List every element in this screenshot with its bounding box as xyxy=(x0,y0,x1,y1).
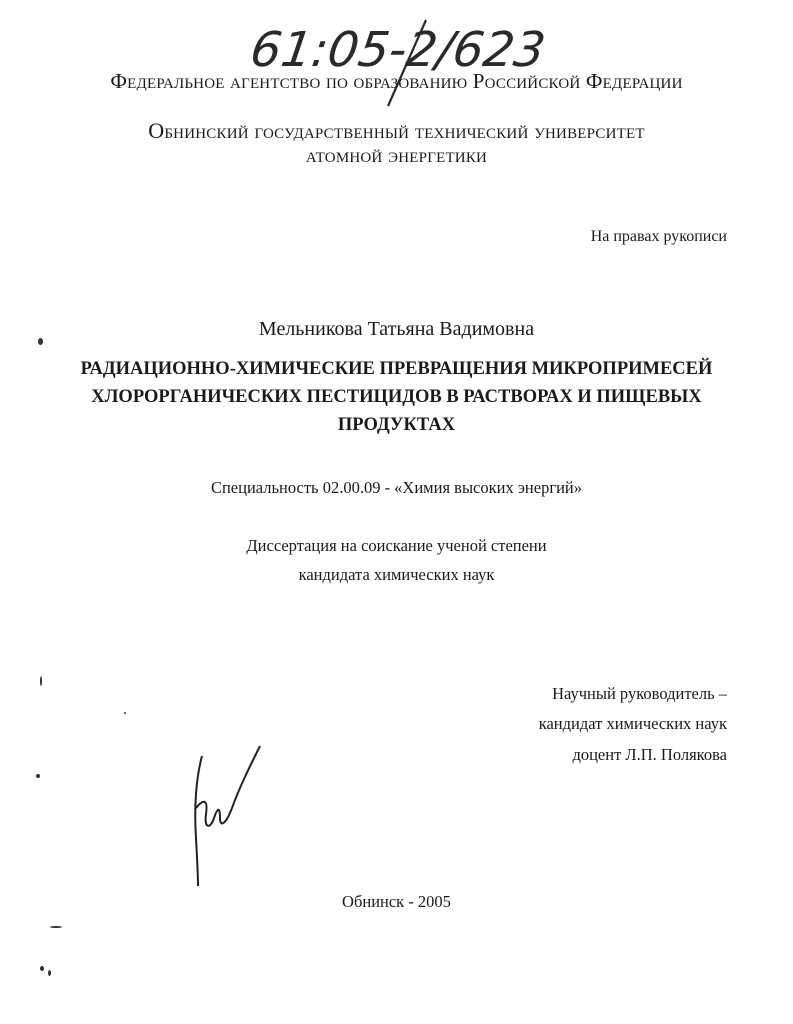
archive-number-text: 61:05-2/623 xyxy=(247,22,549,78)
degree-line2: кандидата химических наук xyxy=(298,565,495,584)
degree-line1: Диссертация на соискание ученой степени xyxy=(246,536,547,555)
scan-speck xyxy=(38,338,43,345)
author-name: Мельникова Татьяна Вадимовна xyxy=(258,318,535,340)
dissertation-title-line: РАДИАЦИОННО-ХИМИЧЕСКИЕ ПРЕВРАЩЕНИЯ МИКРОПРИМЕСЕЙ xyxy=(80,359,713,379)
scan-speck xyxy=(48,970,51,976)
dissertation-title-line: ХЛОРОРГАНИЧЕСКИХ ПЕСТИЦИДОВ В РАСТВОРАХ И ПИЩЕВЫХ xyxy=(91,387,702,407)
agency-name: Федеральное агентство по образованию Российской Федерации xyxy=(110,69,683,93)
scan-speck xyxy=(36,774,40,778)
manuscript-rights-note: На правах рукописи xyxy=(590,228,727,245)
scan-speck xyxy=(124,712,126,714)
supervisor-line3: доцент Л.П. Полякова xyxy=(572,745,727,764)
scan-speck xyxy=(40,676,42,686)
city-and-year: Обнинск - 2005 xyxy=(342,892,451,911)
speciality-line: Специальность 02.00.09 - «Химия высоких энергий» xyxy=(210,478,583,497)
supervisor-line1: Научный руководитель – xyxy=(552,684,727,703)
supervisor-line2: кандидат химических наук xyxy=(538,714,727,733)
university-name-line1: Обнинский государственный технический университет xyxy=(148,118,645,143)
scan-speck xyxy=(40,966,44,971)
signature-icon xyxy=(180,738,280,893)
handwritten-signature xyxy=(180,738,280,893)
dissertation-title-line: ПРОДУКТАХ xyxy=(337,415,456,435)
university-name-line2: атомной энергетики xyxy=(305,142,488,167)
scan-speck xyxy=(50,926,62,928)
